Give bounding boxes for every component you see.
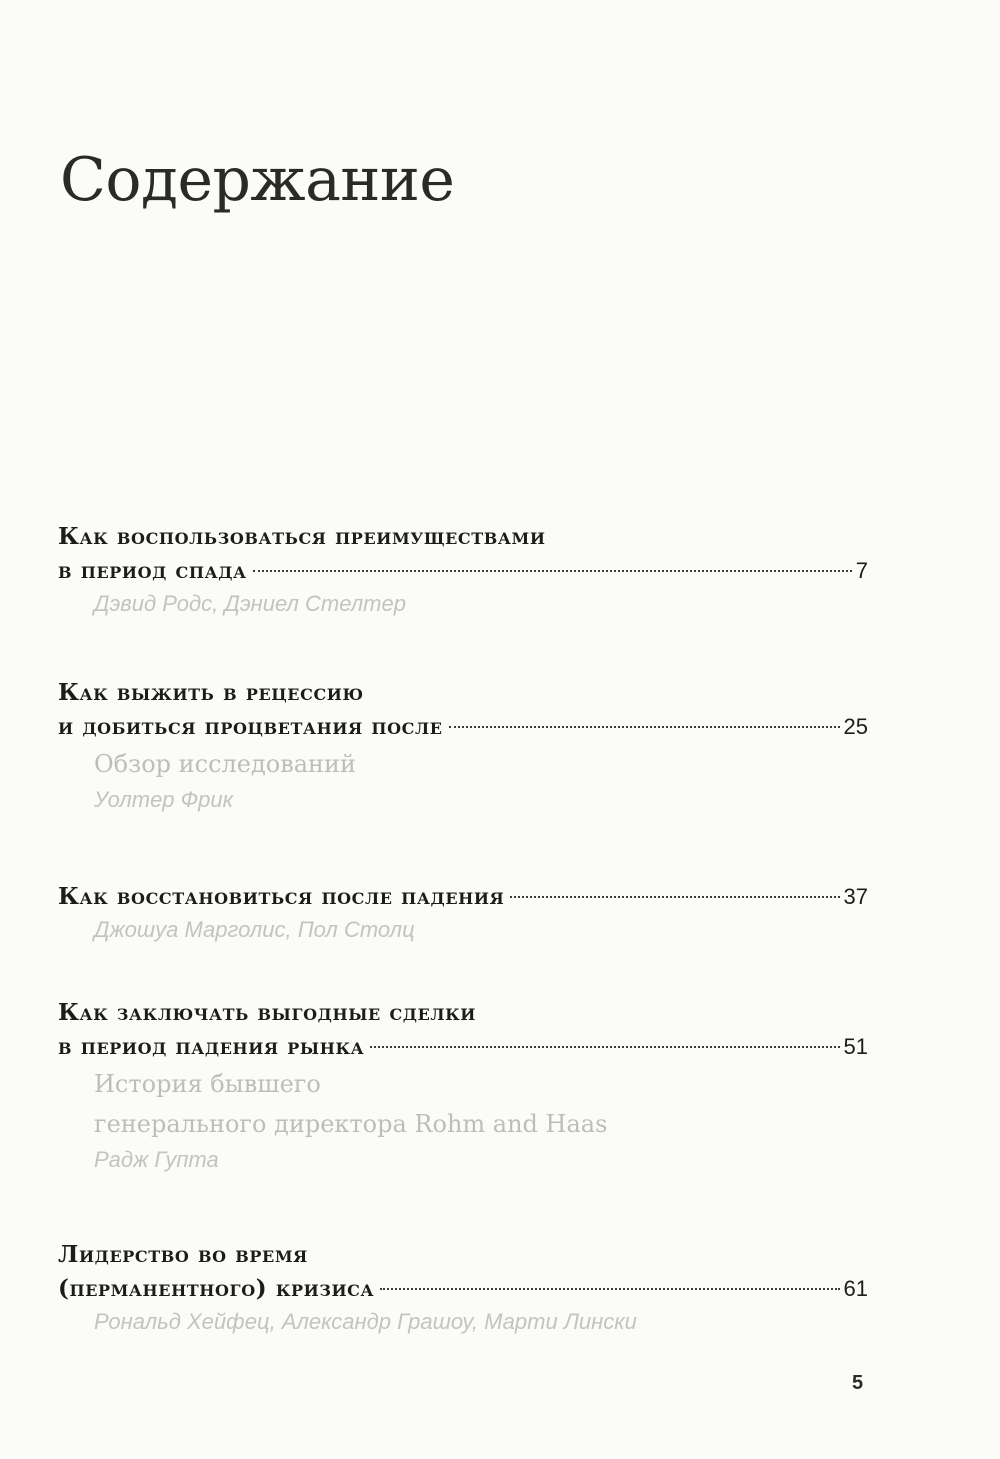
page-number[interactable]: 7: [855, 558, 868, 583]
entry-title-last-line: [58, 1030, 868, 1064]
page-number[interactable]: 61: [843, 1276, 868, 1301]
toc-entry[interactable]: [58, 996, 868, 1176]
entry-title: Как восстановиться после падения: [58, 883, 505, 910]
entry-subtitle: Обзор исследований: [94, 750, 357, 778]
entry-title: и добиться процветания после: [58, 713, 443, 740]
dot-leader: [253, 570, 852, 572]
dot-leader: [370, 1046, 839, 1048]
page-number[interactable]: 37: [843, 884, 868, 909]
entry-title: Как выжить в рецессию: [58, 679, 364, 706]
page-number[interactable]: 51: [843, 1034, 868, 1059]
entry-title: Лидерство во время: [58, 1241, 308, 1268]
entry-authors: Уолтер Фрик: [94, 787, 233, 812]
page-number[interactable]: 25: [843, 714, 868, 739]
page-title: Содержание: [60, 145, 455, 215]
entry-title: в период падения рынка: [58, 1033, 365, 1060]
toc-entry[interactable]: [58, 676, 868, 816]
entry-title-last-line: [58, 1272, 868, 1306]
entry-title-last-line: [58, 880, 868, 914]
entry-authors: Дэвид Родс, Дэниел Стелтер: [94, 591, 406, 616]
dot-leader: [510, 896, 839, 898]
entry-subtitle: История бывшего: [94, 1070, 321, 1098]
entry-authors: Радж Гупта: [94, 1147, 219, 1172]
toc-entry[interactable]: [58, 880, 868, 946]
entry-title: Как воспользоваться преимуществами: [58, 523, 546, 550]
entry-title: (перманентного) кризиса: [58, 1275, 375, 1302]
entry-title-last-line: [58, 554, 868, 588]
entry-authors: Рональд Хейфец, Александр Грашоу, Марти Лински: [94, 1309, 637, 1334]
page-folio: 5: [852, 1372, 864, 1394]
entry-title: в период спада: [58, 557, 247, 584]
toc-entry[interactable]: [58, 1238, 868, 1338]
entry-title-last-line: [58, 710, 868, 744]
entry-title: Как заключать выгодные сделки: [58, 999, 477, 1026]
toc-entry[interactable]: [58, 520, 868, 620]
entry-authors: Джошуа Марголис, Пол Столц: [94, 917, 415, 942]
entry-subtitle: генерального директора Rohm and Haas: [94, 1110, 608, 1138]
dot-leader: [380, 1288, 839, 1290]
dot-leader: [449, 726, 840, 728]
